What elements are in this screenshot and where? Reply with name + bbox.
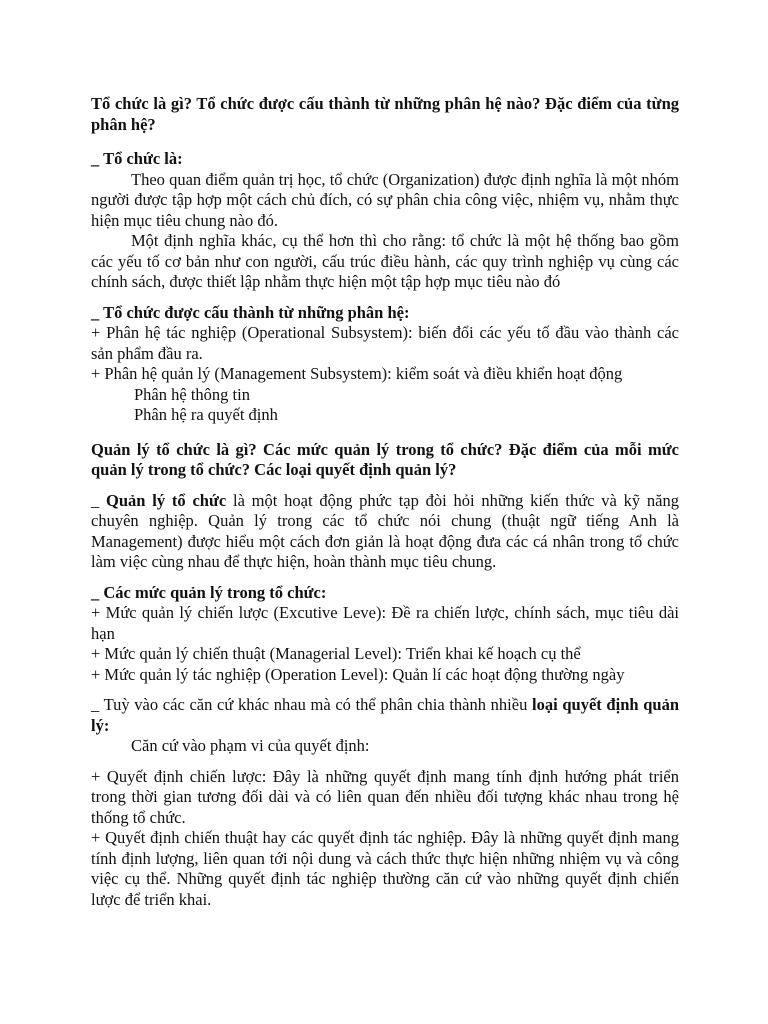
decision-types-paragraph [91,695,679,736]
question-2-title: Quản lý tổ chức là gì? Các mức quản lý trong tổ chức? Đặc điểm của mỗi mức quản lý trong tổ chức? Các loại quyết định quản lý? [91,439,679,479]
decision-scope-line: Căn cứ vào phạm vi của quyết định: [131,736,370,755]
management-definition-text: là một hoạt động phức tạp đòi hỏi những kiến thức và kỹ năng chuyên nghiệp. Quản lý trong các tổ chức nói chung (thuật ngữ tiếng Anh là Management) được hiểu một cách đơn giản là hoạt động đưa các cá nhân trong tổ chức làm việc cùng nhau để thực hiện, hoàn thành mục tiêu chung. [91,490,679,571]
management-term: Quản lý tổ chức [106,490,227,510]
subsystem-sub-decision: Phân hệ ra quyết định [134,405,278,424]
level-item-tactical: + Mức quản lý chiến thuật (Managerial Level): Triển khai kế hoạch cụ thể [91,644,581,663]
section-definition-heading: _ Tổ chức là: [91,149,183,168]
decision-item-strategic: + Quyết định chiến lược: Đây là những quyết định mang tính định hướng phát triển trong thời gian tương đối dài và có liên quan đến nhiều đối tượng khác nhau trong hệ thống tổ chức. [91,766,679,827]
level-item-operational: + Mức quản lý tác nghiệp (Operation Level): Quản lí các hoạt động thường ngày [91,664,625,684]
subsystem-sub-information: Phân hệ thông tin [134,384,250,404]
management-definition-paragraph [91,491,679,573]
decision-types-text: _ Tuỳ vào các căn cứ khác nhau mà có thể phân chia thành nhiều [91,695,532,714]
decision-item-tactical: + Quyết định chiến thuật hay các quyết định tác nghiệp. Đây là những quyết định mang tính định lượng, liên quan tới nội dung và cách thức thực hiện những nhiệm vụ và công việc cụ thể. Những quyết định tác nghiệp thường căn cứ vào những quyết định chiến lược để triển khai. [91,828,679,909]
subsystem-item-management: + Phân hệ quản lý (Management Subsystem): kiểm soát và điều khiển hoạt động [91,364,623,383]
management-prefix: _ [91,490,107,510]
decision-types-term: loại quyết định quản lý: [91,695,680,735]
section-levels-heading: _ Các mức quản lý trong tổ chức: [91,582,327,602]
subsystem-item-operational: + Phân hệ tác nghiệp (Operational Subsystem): biến đổi các yếu tố đầu vào thành các sản phẩm đầu ra. [91,323,679,363]
definition-paragraph-1: Theo quan điểm quản trị học, tổ chức (Organization) được định nghĩa là một nhóm người được tập hợp một cách chủ đích, có sự phân chia công việc, nhiệm vụ, nhằm thực hiện mục tiêu chung nào đó. [91,169,679,230]
document-page [91,94,679,910]
question-1-title: Tổ chức là gì? Tổ chức được cấu thành từ những phân hệ nào? Đặc điểm của từng phân hệ? [91,94,679,134]
definition-paragraph-2: Một định nghĩa khác, cụ thể hơn thì cho rằng: tổ chức là một hệ thống bao gồm các yếu tố cơ bản như con người, cấu trúc điều hành, các quy trình nghiệp vụ cùng các chính sách, được thiết lập nhằm thực hiện một tập hợp mục tiêu nào đó [91,231,679,291]
level-item-strategic: + Mức quản lý chiến lược (Excutive Leve): Đề ra chiến lược, chính sách, mục tiêu dài hạn [91,603,679,643]
section-subsystems-heading: _ Tổ chức được cấu thành từ những phân hệ: [91,302,410,322]
